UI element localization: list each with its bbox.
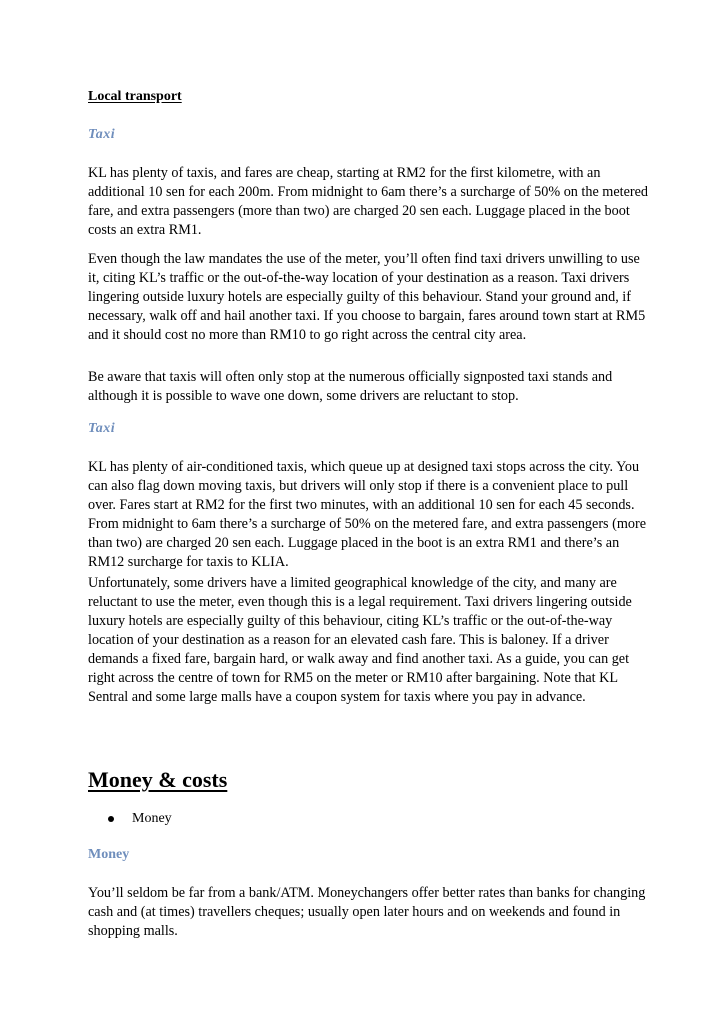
list-item	[108, 811, 172, 827]
bullet-money-label: Money	[132, 811, 172, 826]
bullet-dot-icon	[108, 816, 114, 822]
taxi-1-paragraph-1: KL has plenty of taxis, and fares are cheap, starting at RM2 for the first kilometre, with an additional 10 sen for each 200m. From midnight to 6am there’s a surcharge of 50% on the metered fare, and extra passengers (more than two) are charged 20 sen each. Luggage placed in the boot costs an extra RM1.	[88, 165, 648, 238]
taxi-2-paragraph-2: Unfortunately, some drivers have a limited geographical knowledge of the city, and many are reluctant to use the meter, even though this is a legal requirement. Taxi drivers lingering outside luxury hotels are especially guilty of this behaviour, citing KL’s traffic or the out-of-the-way location of your destination as a reason for an elevated cash fare. This is baloney. If a driver demands a fixed fare, bargain hard, or walk away and find another taxi. As a guide, you can get right across the centre of town for RM5 on the meter or RM10 after bargaining. Note that KL Sentral and some large malls have a coupon system for taxis where you pay in advance.	[88, 575, 632, 705]
local-transport-title: Local transport	[88, 89, 182, 104]
taxi-1-paragraph-2: Even though the law mandates the use of the meter, you’ll often find taxi drivers unwilling to use it, citing KL’s traffic or the out-of-the-way location of your destination as a reason. Taxi drivers lingering outside luxury hotels are especially guilty of this behaviour. Stand your ground and, if necessary, walk off and hail another taxi. If you choose to bargain, fares around town start at RM5 and it should cost no more than RM10 to go right across the central city area.	[88, 251, 646, 343]
taxi-1-paragraph-3: Be aware that taxis will often only stop at the numerous officially signposted taxi stands and although it is possible to wave one down, some drivers are reluctant to stop.	[88, 369, 613, 404]
taxi-heading-1: Taxi	[88, 127, 116, 142]
money-paragraph: You’ll seldom be far from a bank/ATM. Moneychangers offer better rates than banks for changing cash and (at times) travellers cheques; usually open later hours and on weekends and found in shopping malls.	[88, 885, 646, 939]
money-bullet-list	[108, 811, 172, 827]
money-subheading: Money	[88, 847, 130, 862]
taxi-2-paragraph-1: KL has plenty of air-conditioned taxis, which queue up at designed taxi stops across the city. You can also flag down moving taxis, but drivers will only stop if there is a convenient place to pull over. Fares start at RM2 for the first two minutes, with an additional 10 sen for each 45 seconds. From midnight to 6am there’s a surcharge of 50% on the metered fare, and extra passengers (more than two) are charged 20 sen each. Luggage placed in the boot is an extra RM1 and there’s an RM12 surcharge for taxis to KLIA.	[88, 459, 646, 570]
money-costs-heading: Money & costs	[88, 767, 228, 792]
taxi-heading-2: Taxi	[88, 421, 116, 436]
